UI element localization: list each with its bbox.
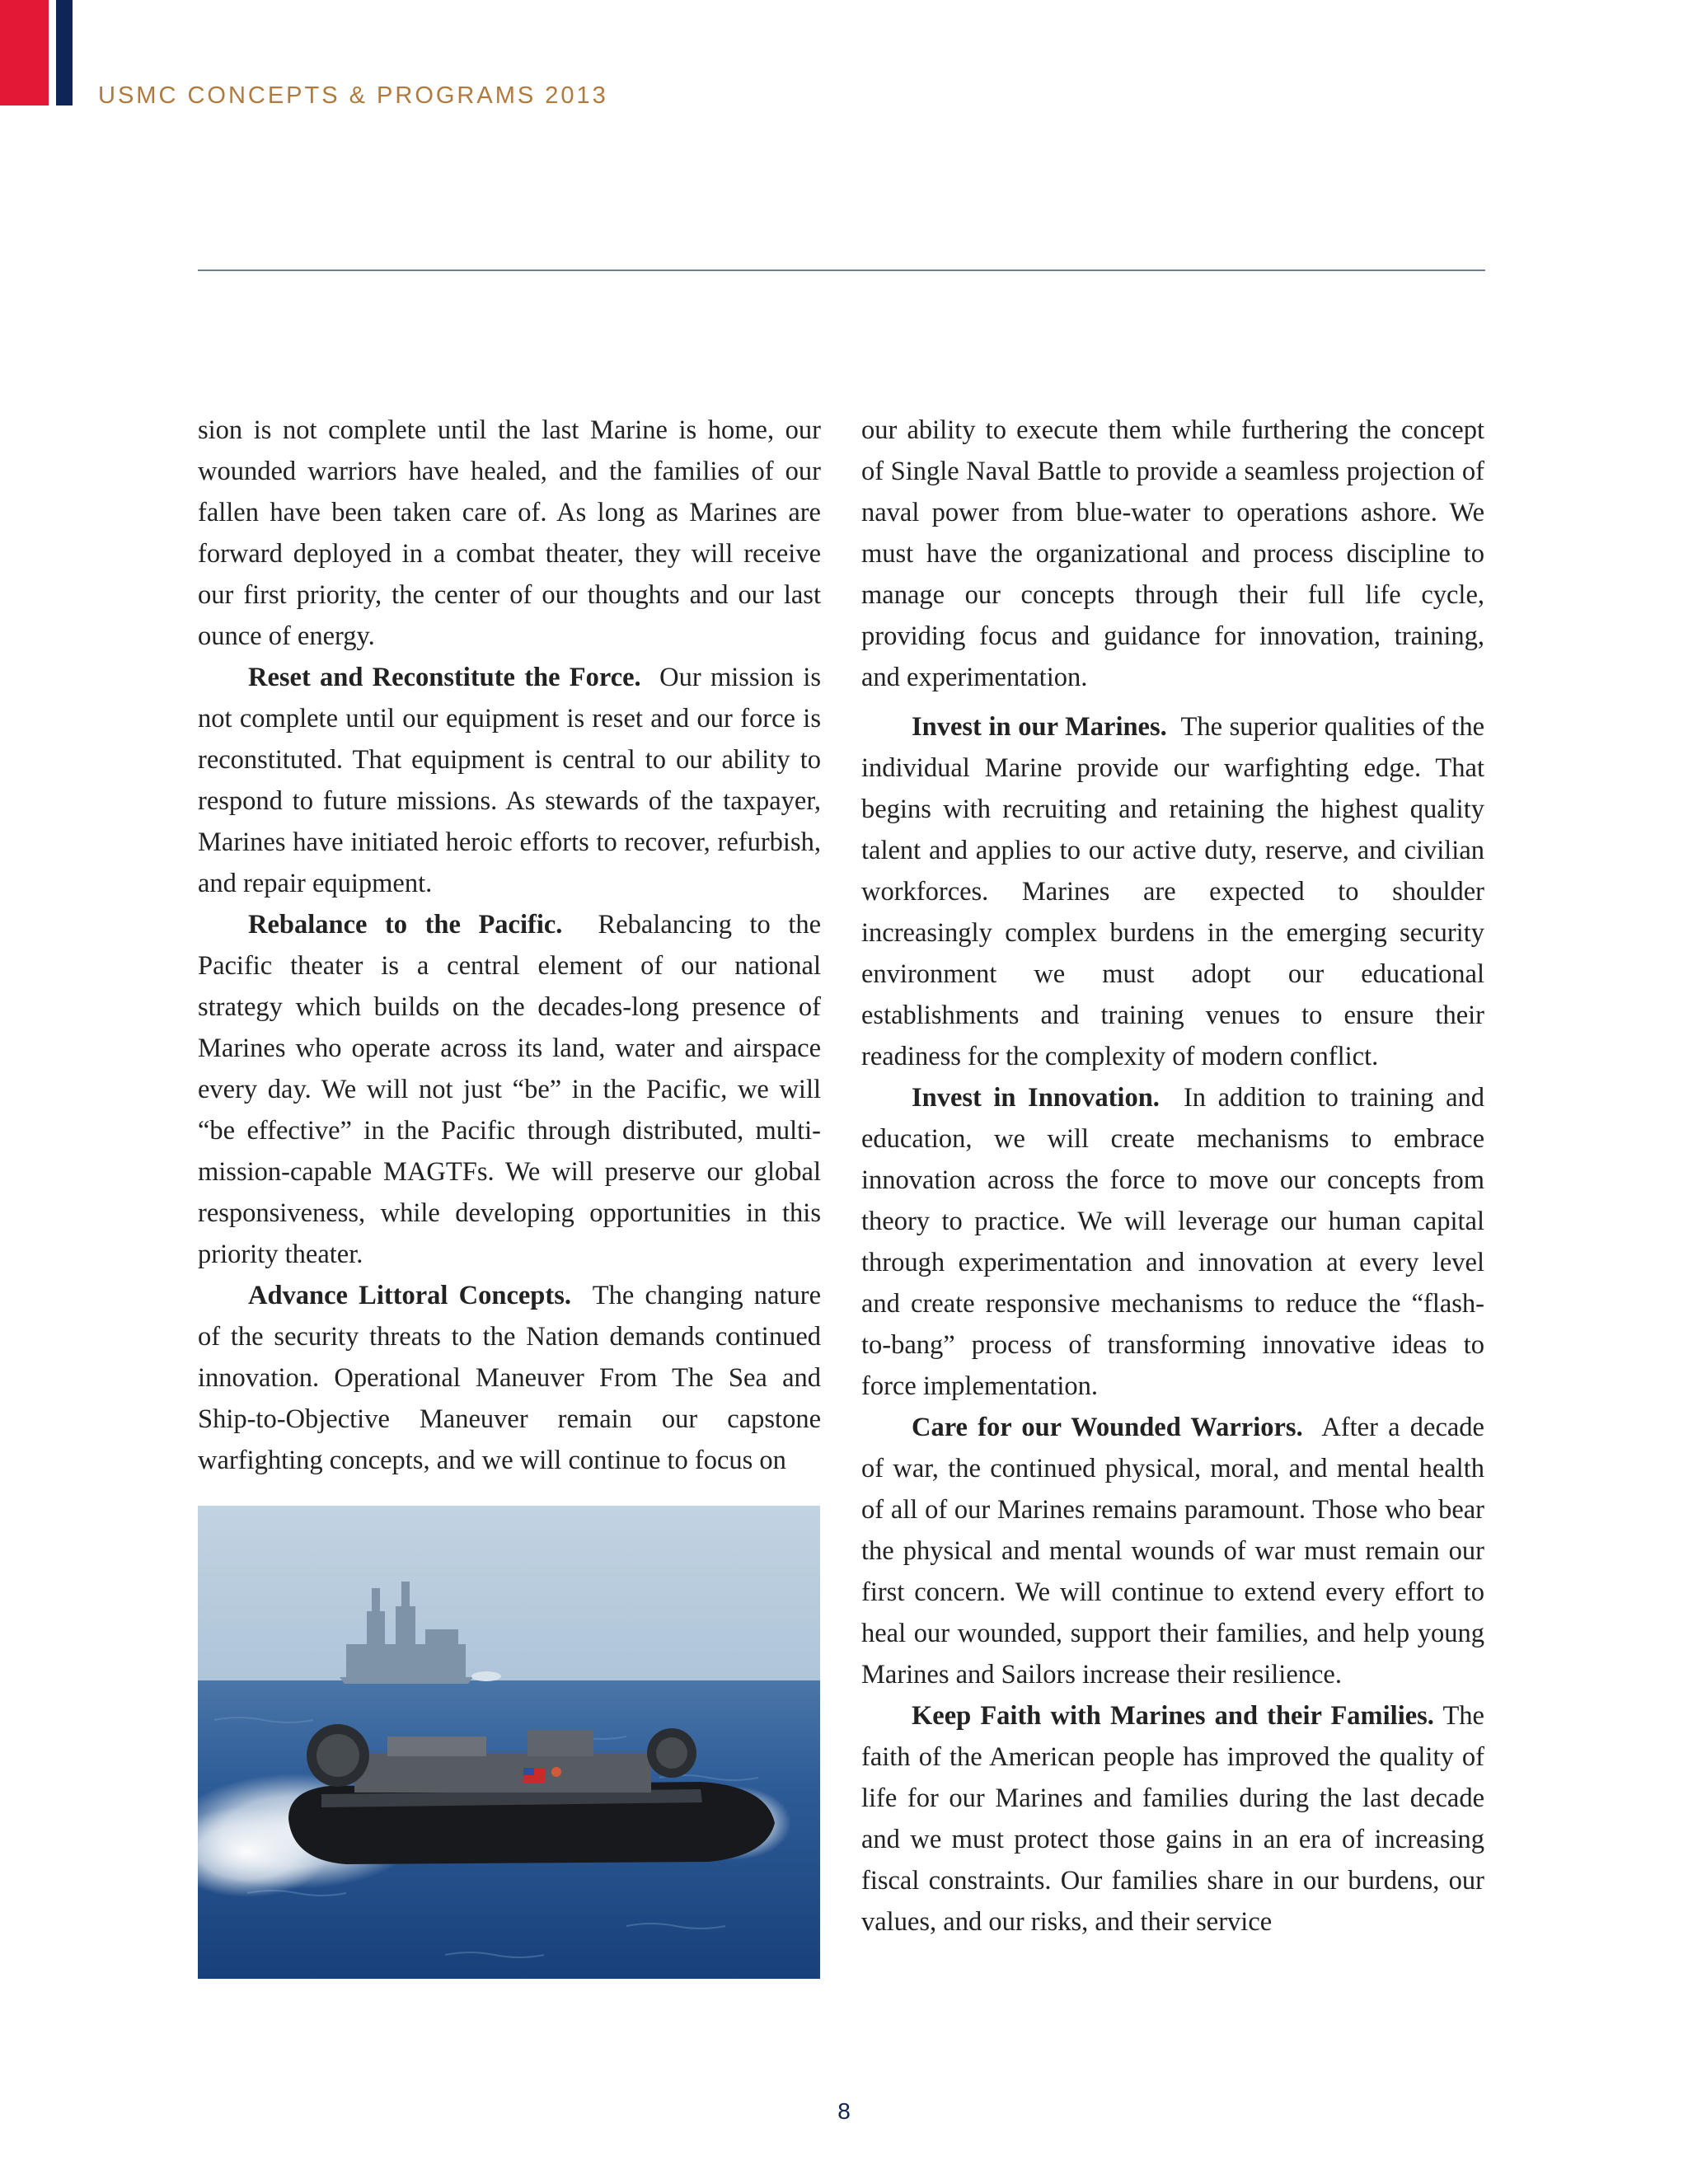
paragraph-heading: Care for our Wounded Warriors. [912, 1413, 1303, 1442]
paragraph-body: The superior qualities of the individual Marine provide our warfighting edge. That begins with recruiting and retaining the highest quality talent and applies to our active duty, reserve, and civilian workforces. Marines are expected to shoulder increasingly complex burdens in the emerging security environment we must adopt our educational establishments and training venues to ensure their readiness for the complexity of modern conflict. [861, 712, 1484, 1071]
paragraph-invest-marines [861, 706, 1484, 1077]
header-accent-navy-bar [56, 0, 73, 105]
header-accent-red-bar [0, 0, 49, 105]
paragraph-body: The changing nature of the security threats to the Nation demands continued innovation. Operational Maneuver From The Sea and Ship-to-Objective Maneuver remain our capstone warfighting concepts, and we will continue to focus on [198, 1281, 821, 1475]
page-number: 8 [837, 2098, 851, 2124]
paragraph-littoral-concepts [198, 1275, 821, 1481]
paragraph-heading: Invest in Innovation. [912, 1083, 1160, 1113]
paragraph-heading: Rebalance to the Pacific. [248, 910, 563, 940]
paragraph-heading: Reset and Reconstitute the Force. [248, 663, 641, 692]
running-header-title: USMC CONCEPTS & PROGRAMS 2013 [98, 82, 608, 109]
paragraph-invest-innovation [861, 1077, 1484, 1407]
header-divider-rule [198, 269, 1485, 271]
right-text-column [861, 410, 1484, 1943]
paragraph-heading: Invest in our Marines. [912, 712, 1167, 742]
paragraph-keep-faith [861, 1695, 1484, 1943]
paragraph-body: The faith of the American people has improved the quality of life for our Marines and families during the last decade and we must protect those gains in an era of increasing fiscal constraints. Our families share in our burdens, our values, and our risks, and their service [861, 1701, 1484, 1937]
paragraph-continued: our ability to execute them while furthering the concept of Single Naval Battle to provide a seamless projection of naval power from blue-water to operations ashore. We must have the organizational and process discipline to manage our concepts through their full life cycle, providing focus and guidance for innovation, training, and experimentation. [861, 415, 1484, 692]
paragraph-body: After a decade of war, the continued physical, moral, and mental health of all of our Marines remains paramount. Those who bear the physical and mental wounds of war must remain our first concern. We will continue to extend every effort to heal our wounded, support their families, and help young Marines and Sailors increase their resilience. [861, 1413, 1484, 1690]
paragraph-body: Our mission is not complete until our equipment is reset and our force is reconstituted. That equipment is central to our ability to respond to future missions. As stewards of the taxpayer, Marines have initiated heroic efforts to recover, refurbish, and repair equipment. [198, 663, 822, 898]
left-text-column [198, 410, 821, 1481]
paragraph-reset-force [198, 657, 821, 904]
hovercraft-illustration [198, 1506, 820, 1979]
paragraph-heading: Advance Littoral Concepts. [248, 1281, 571, 1310]
paragraph-body: In addition to training and education, we will create mechanisms to embrace innovation across the force to move our concepts from theory to practice. We will leverage our human capital through experimentation and innovation at every level and create responsive mechanisms to reduce the “flash-to-bang” process of transforming innovative ideas to force implementation. [861, 1083, 1485, 1401]
paragraph-body: Rebalancing to the Pacific theater is a central element of our national strategy which builds on the decades-long presence of Marines who operate across its land, water and airspace every day. We will not just “be” in the Pacific, we will “be effective” in the Pacific through distributed, multi-mission-capable MAGTFs. We will preserve our global responsiveness, while developing opportunities in this priority theater. [198, 910, 822, 1269]
paragraph-continued: sion is not complete until the last Marine is home, our wounded warriors have healed, and the families of our fallen have been taken care of. As long as Marines are forward deployed in a combat theater, they will receive our first priority, the center of our thoughts and our last ounce of energy. [198, 415, 821, 651]
hovercraft-photo [198, 1506, 820, 1979]
paragraph-heading: Keep Faith with Marines and their Families. [912, 1701, 1434, 1731]
paragraph-rebalance-pacific [198, 904, 821, 1275]
paragraph-wounded-warriors [861, 1407, 1484, 1695]
